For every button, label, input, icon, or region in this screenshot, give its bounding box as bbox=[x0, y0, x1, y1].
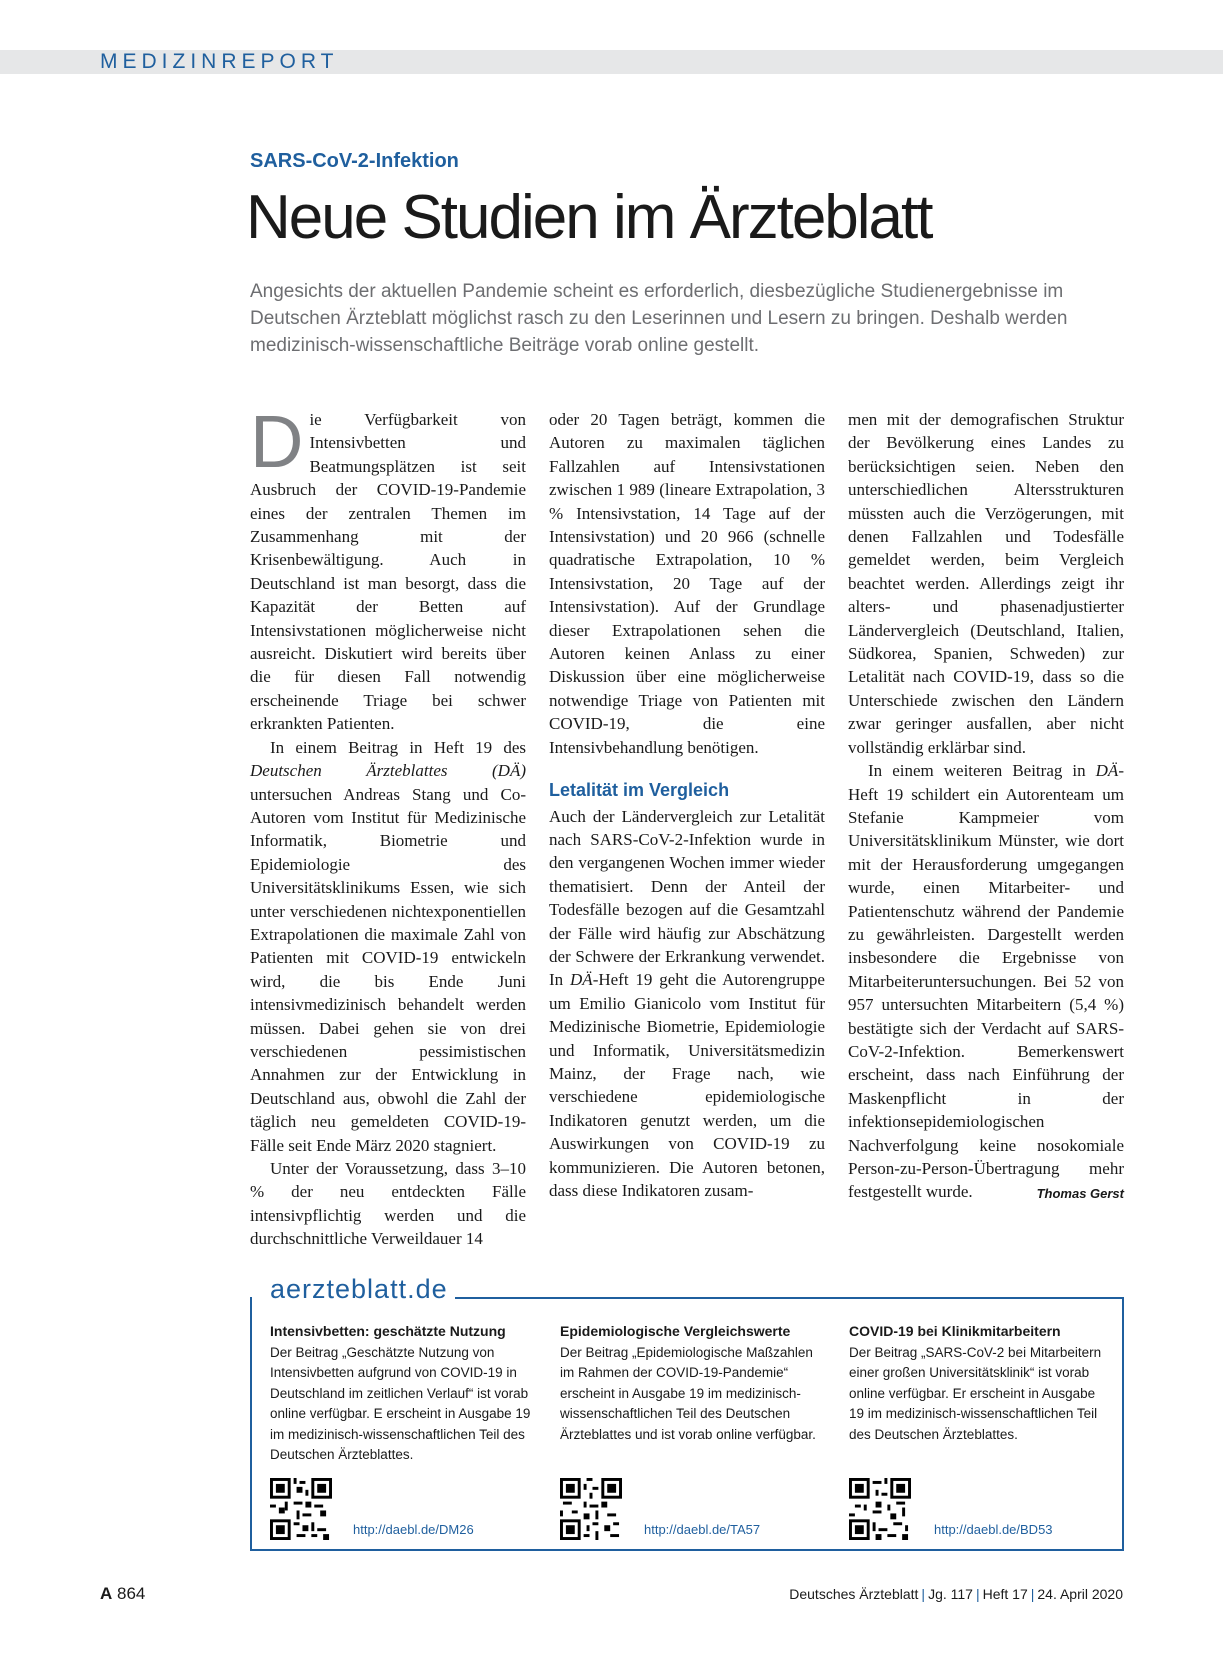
online-item-1 bbox=[270, 1321, 532, 1466]
online-item-title: COVID-19 bei Klinikmitarbeitern bbox=[849, 1323, 1061, 1339]
paragraph-text: -Heft 19 schildert ein Autorenteam um Stefanie Kampmeier vom Universitätsklinikum Münster, wie dort mit der Herausforderung umgegangen wurde, einen Mitarbeiter- und Patientenschutz während der Pandemie zu gewährleisten. Dargestellt werden insbesondere die Ergebnisse von Mitarbeiteruntersuchungen. Bei 52 von 957 untersuchten Mitarbeitern (5,4 %) bestätigte sich der Verdacht auf SARS-CoV-2-Infektion. Bemerkenswert erscheint, dass nach Einführung der Maskenpflicht in der infektionsepidemiologischen Nachverfolgung keine nosokomiale Person-zu-Person-Übertragung mehr festgestellt wurde. bbox=[848, 761, 1124, 1202]
paragraph-text: untersuchen Andreas Stang und Co-Autoren vom Institut für Medizinische Informatik, Biometrie und Epidemiologie des Universitätsklinikums Essen, wie sich unter verschiedenen nichtexponentiellen Extrapolationen die maximale Zahl von Patienten mit COVID-19 entwickeln wird, die bis Ende Juni intensivmedizinisch behandelt werden müssen. Dabei gehen sie von drei verschiedenen pessimistischen Annahmen zur der Entwicklung in Deutschland aus, obwohl die Zahl der täglich neu gemeldeten COVID-19-Fälle seit Ende März 2020 stagniert. bbox=[250, 784, 526, 1155]
qr-code-icon[interactable] bbox=[560, 1478, 622, 1540]
online-item-link[interactable]: http://daebl.de/TA57 bbox=[644, 1522, 761, 1537]
qr-code-icon[interactable] bbox=[270, 1478, 332, 1540]
online-item-text: Der Beitrag „SARS-CoV-2 bei Mitarbeitern einer großen Universitätsklinik“ ist vorab online verfügbar. Er erscheint in Ausgabe 19 im medizinisch-wissenschaftlichen Teil des Deutschen Ärzteblattes. bbox=[849, 1344, 1102, 1442]
paragraph: Unter der Voraussetzung, dass 3–10 % der neu entdeckten Fälle intensivpflichtig werden und die durchschnittliche Verweildauer 14 bbox=[250, 1159, 526, 1249]
paragraph bbox=[250, 400, 526, 736]
online-item-2 bbox=[560, 1321, 822, 1445]
footer-date: 24. April 2020 bbox=[1037, 1586, 1123, 1602]
online-box-brand[interactable]: aerzteblatt.de bbox=[270, 1274, 454, 1305]
page-number-value: 864 bbox=[117, 1584, 146, 1603]
online-item-text: Der Beitrag „Geschätzte Nutzung von Intensivbetten aufgrund von COVID-19 in Deutschland im zeitlichen Verlauf“ ist vorab online verfügbar. E erscheint in Ausgabe 19 im medizinisch-wissenschaftlichen Teil des Deutschen Ärzteblattes. bbox=[270, 1344, 531, 1462]
paragraph-text: In einem Beitrag in Heft 19 des bbox=[270, 737, 526, 757]
online-box-top-border bbox=[455, 1297, 1122, 1299]
article-column-1 bbox=[250, 400, 526, 1251]
subheading: Letalität im Vergleich bbox=[549, 780, 730, 801]
article-column-2 bbox=[549, 408, 825, 1202]
qr-code-icon[interactable] bbox=[849, 1478, 911, 1540]
paragraph-text: Auch der Ländervergleich zur Letalität nach SARS-CoV-2-Infektion wurde in den vergangenen Wochen immer wieder thematisiert. Denn der Anteil der Todesfälle bezogen auf die Gesamtzahl der Fälle wird häufig zur Abschätzung der Schwere der Erkrankung verwendet. In bbox=[549, 806, 825, 990]
footer-volume: Jg. 117 bbox=[928, 1586, 973, 1602]
drop-cap: D bbox=[250, 400, 304, 483]
online-item-title: Intensivbetten: geschätzte Nutzung bbox=[270, 1323, 506, 1339]
article-lead: Angesichts der aktuellen Pandemie scheint es erforderlich, diesbezügliche Studienergebnisse im Deutschen Ärzteblatt möglichst rasch zu den Leserinnen und Lesern zu bringen. Deshalb werden medizinisch-wissenschaftliche Beiträge vorab online gestellt. bbox=[250, 281, 1068, 356]
paragraph bbox=[549, 805, 825, 1203]
online-item-title: Epidemiologische Vergleichswerte bbox=[560, 1323, 791, 1339]
paragraph bbox=[848, 759, 1124, 1204]
paragraph: men mit der demografischen Struktur der Bevölkerung eines Landes zu berücksichtigen seien. Neben den unterschiedlichen Altersstrukturen müssten auch die Verzögerungen, mit denen Fallzahlen und Todesfälle gemeldet werden, beim Vergleich beachtet werden. Allerdings zeigt ihr alters- und phasenadjustierter Ländervergleich (Deutschland, Italien, Südkorea, Spanien, Schweden) zur Letalität nach COVID-19, dass so die Unterschiede zwischen den Ländern zwar geringer ausfallen, aber nicht vollständig erklärbar sind. bbox=[848, 410, 1124, 757]
journal-abbrev: DÄ bbox=[1095, 761, 1119, 781]
section-label: MEDIZINREPORT bbox=[100, 50, 339, 73]
footer-citation: Deutsches Ärzteblatt | Jg. 117 | Heft 17 | 24. April 2020 bbox=[789, 1586, 1123, 1602]
article-headline: Neue Studien im Ärzteblatt bbox=[246, 183, 932, 252]
article-column-3 bbox=[848, 408, 1124, 1206]
paragraph: oder 20 Tagen beträgt, kommen die Autoren zu maximalen täglichen Fallzahlen auf Intensivstationen zwischen 1 989 (lineare Extrapolation, 3 % Intensivstation, 14 Tage auf der Intensivstation) und 20 966 (schnelle quadratische Extrapolation, 10 % Intensivstation, 20 Tage auf der Intensivstation). Auf der Grundlage dieser Extrapolationen sehen die Autoren keinen Anlass zu einer Diskussion über eine möglicherweise notwendige Triage von Patienten mit COVID-19, die eine Intensivbehandlung benötigen. bbox=[549, 410, 825, 757]
online-item-3 bbox=[849, 1321, 1111, 1445]
footer-journal: Deutsches Ärzteblatt bbox=[789, 1586, 919, 1602]
journal-abbrev: DÄ bbox=[570, 970, 593, 990]
online-item-link[interactable]: http://daebl.de/DM26 bbox=[353, 1522, 474, 1537]
online-item-text: Der Beitrag „Epidemiologische Maßzahlen im Rahmen der COVID-19-Pandemie“ erscheint in Ausgabe 19 im medizinisch-wissenschaftlichen Teil des Deutschen Ärzteblattes und ist vorab online verfügbar. bbox=[560, 1344, 816, 1442]
paragraph bbox=[250, 736, 526, 1157]
paragraph-text: -Heft 19 geht die Autorengruppe um Emilio Gianicolo vom Institut für Medizinische Biometrie, Epidemiologie und Informatik, Universitätsmedizin Mainz, der Frage nach, wie verschiedene epidemiologische Indikatoren genutzt werden, um die Auswirkungen von COVID-19 zu kommunizieren. Die Autoren betonen, dass diese Indikatoren zusam- bbox=[549, 970, 825, 1200]
journal-name: Deutschen Ärzteblattes (DÄ) bbox=[250, 761, 526, 781]
paragraph-text: ie Verfügbarkeit von Intensivbetten und Beatmungsplätzen ist seit Ausbruch der COVID-19-Pandemie eines der zentralen Themen im Zusammenhang mit der Krisenbewältigung. Auch in Deutschland ist man besorgt, dass die Kapazität der Betten auf Intensivstationen möglicherweise nicht ausreicht. Diskutiert wird bereits über die für diesen Fall notwendig erscheinende Triage bei schwer erkrankten Patienten. bbox=[250, 410, 526, 734]
page-number bbox=[100, 1584, 145, 1604]
article-kicker: SARS-CoV-2-Infektion bbox=[250, 150, 459, 172]
author-byline: Thomas Gerst bbox=[1036, 1186, 1124, 1202]
page-prefix: A bbox=[100, 1584, 113, 1603]
footer-issue: Heft 17 bbox=[982, 1586, 1028, 1602]
paragraph-text: In einem weiteren Beitrag in bbox=[868, 761, 1096, 781]
online-item-link[interactable]: http://daebl.de/BD53 bbox=[934, 1522, 1053, 1537]
